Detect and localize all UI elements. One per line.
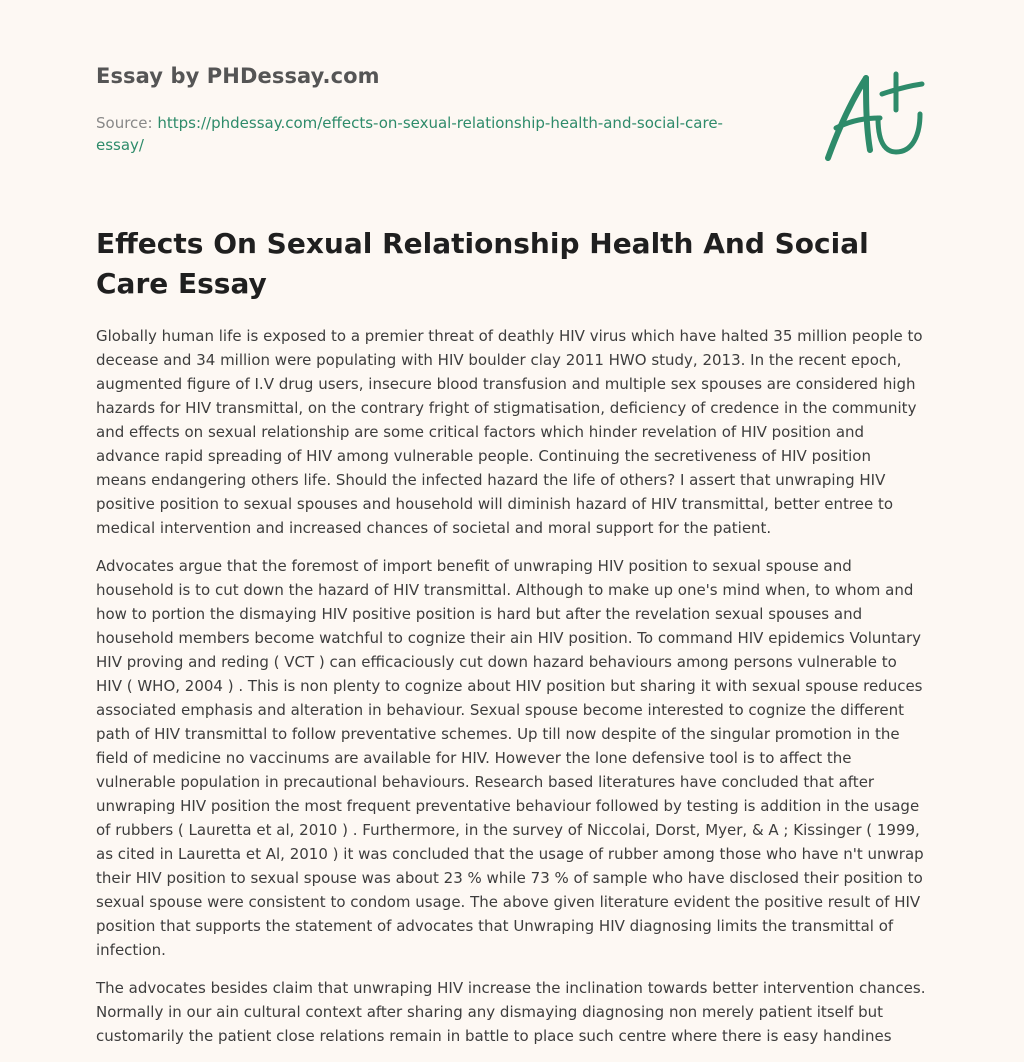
source-label: Source:	[96, 114, 158, 132]
source-line	[96, 112, 736, 156]
essay-paragraph: Advocates argue that the foremost of import benefit of unwraping HIV position to sexual spouse and household is to cut down the hazard of HIV transmittal. Although to make up one's mind when, to whom and how to portion the dismaying HIV positive position is hard but after the revelation sexual spouses and household members become watchful to cognize their ain HIV position. To command HIV epidemics Voluntary HIV proving and reding ( VCT ) can efficaciously cut down hazard behaviours among persons vulnerable to HIV ( WHO, 2004 ) . This is non plenty to cognize about HIV position but sharing it with sexual spouse reduces associated emphasis and alteration in behaviour. Sexual spouse become interested to cognize the different path of HIV transmittal to follow preventative schemes. Up till now despite of the singular promotion in the field of medicine no vaccinums are available for HIV. However the lone defensive tool is to affect the vulnerable population in precautional behaviours. Research based literatures have concluded that after unwraping HIV position the most frequent preventative behaviour followed by testing is addition in the usage of rubbers ( Lauretta et al, 2010 ) . Furthermore, in the survey of Niccolai, Dorst, Myer, & A ; Kissinger ( 1999, as cited in Lauretta et Al, 2010 ) it was concluded that the usage of rubber among those who have n't unwrap their HIV position to sexual spouse was about 23 % while 73 % of sample who have disclosed their position to sexual spouse were consistent to condom usage. The above given literature evident the positive result of HIV position that supports the statement of advocates that Unwraping HIV diagnosing limits the transmittal of infection.	[96, 557, 924, 959]
a-plus-logo	[822, 66, 932, 166]
essay-paragraph: The advocates besides claim that unwraping HIV increase the inclination towards better intervention chances. Normally in our ain cultural context after sharing any dismaying diagnosing non merely patient itself but customarily the patient close relations remain in battle to place such centre where there is easy handines	[96, 979, 926, 1045]
source-link[interactable]: https://phdessay.com/effects-on-sexual-relationship-health-and-social-care-essay/	[96, 114, 723, 154]
site-brand: Essay by PHDessay.com	[96, 64, 380, 88]
essay-title: Effects On Sexual Relationship Health And Social Care Essay	[96, 227, 869, 300]
essay-body	[96, 324, 926, 1062]
essay-paragraph: Globally human life is exposed to a premier threat of deathly HIV virus which have halted 35 million people to decease and 34 million were populating with HIV boulder clay 2011 HWO study, 2013. In the recent epoch, augmented figure of I.V drug users, insecure blood transfusion and multiple sex spouses are considered high hazards for HIV transmittal, on the contrary fright of stigmatisation, deficiency of credence in the community and effects on sexual relationship are some critical factors which hinder revelation of HIV position and advance rapid spreading of HIV among vulnerable people. Continuing the secretiveness of HIV position means endangering others life. Should the infected hazard the life of others? I assert that unwraping HIV positive position to sexual spouses and household will diminish hazard of HIV transmittal, better entree to medical intervention and increased chances of societal and moral support for the patient.	[96, 327, 923, 537]
